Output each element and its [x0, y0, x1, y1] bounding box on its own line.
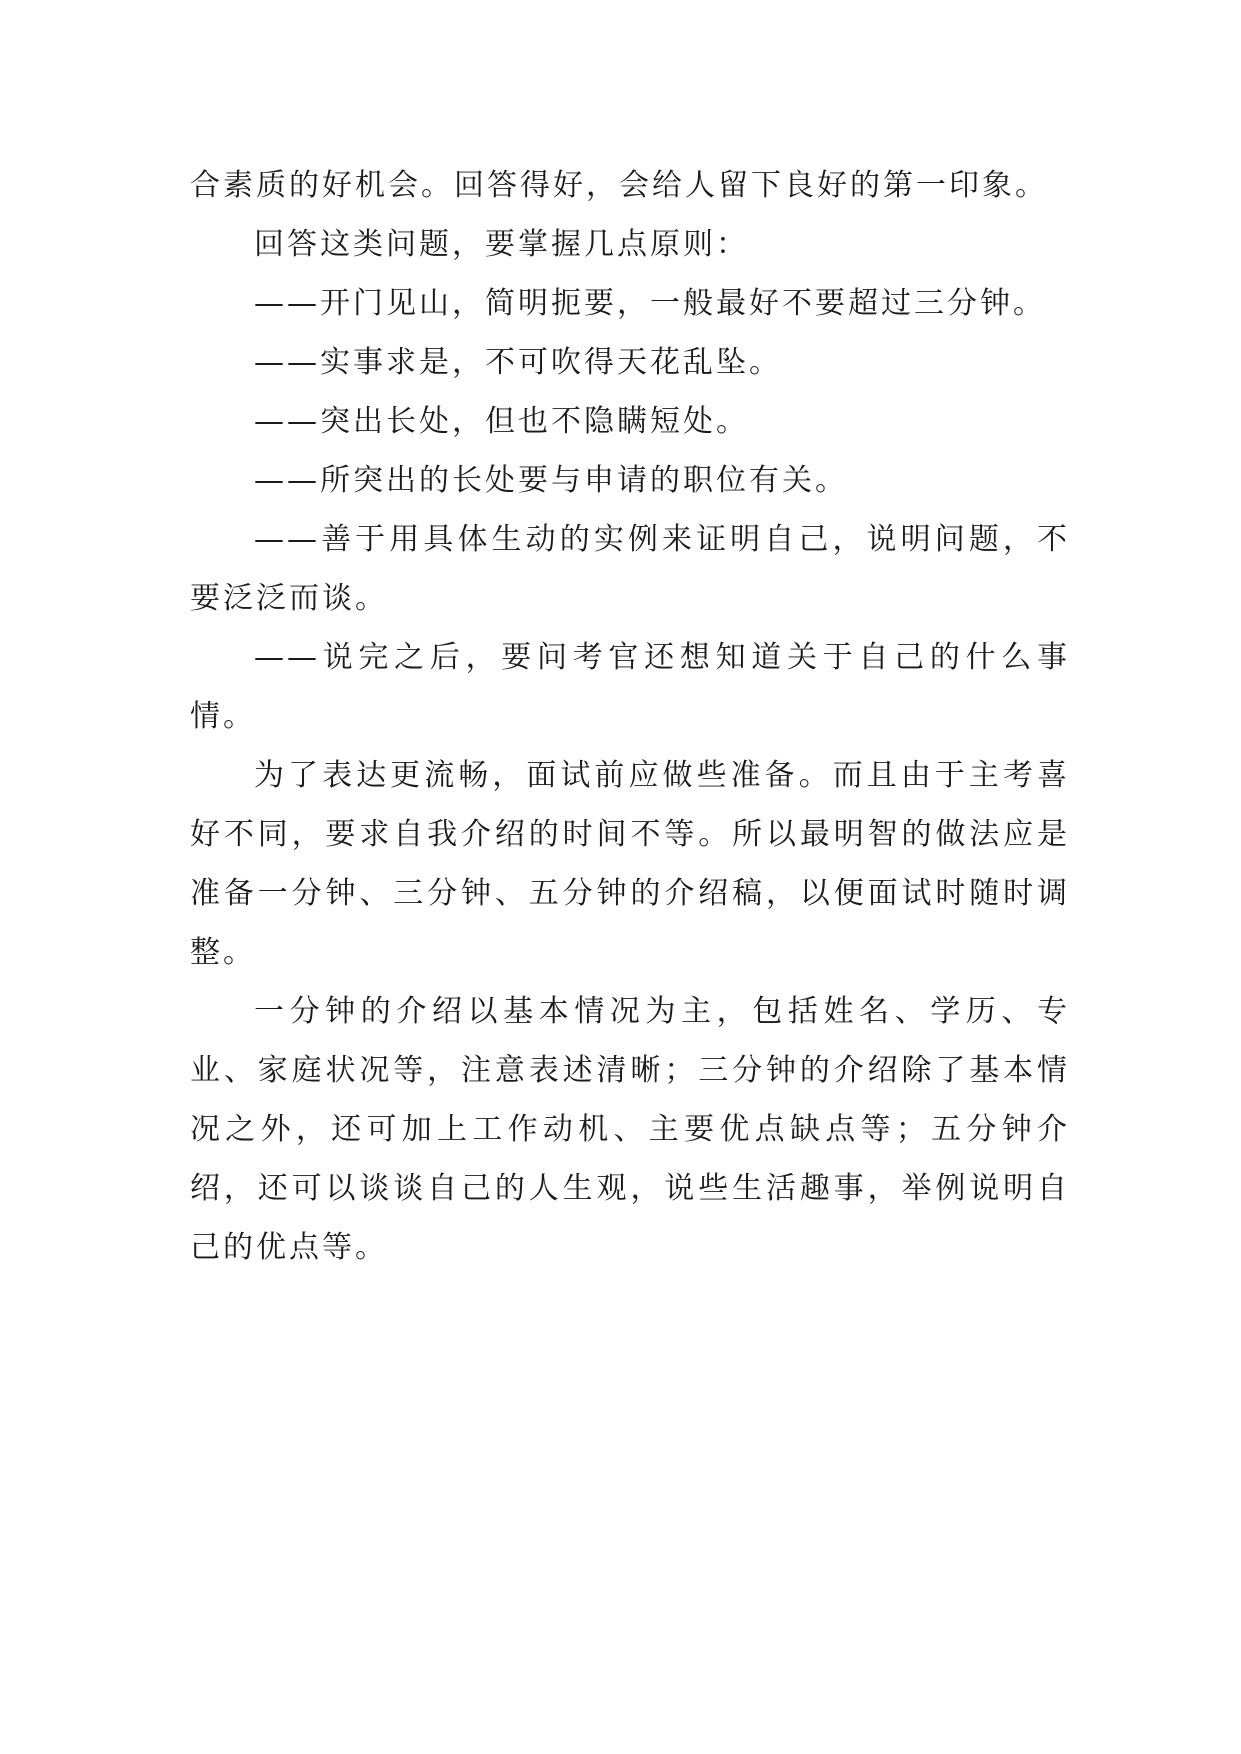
paragraph-preparation: 为了表达更流畅，面试前应做些准备。而且由于主考喜好不同，要求自我介绍的时间不等。所以最明智的做法应是准备一分钟、三分钟、五分钟的介绍稿，以便面试时随时调整。	[190, 758, 1070, 970]
paragraph-intro-lengths: 一分钟的介绍以基本情况为主，包括姓名、学历、专业、家庭状况等，注意表述清晰；三分钟的介绍除了基本情况之外，还可加上工作动机、主要优点缺点等；五分钟介绍，还可以谈谈自己的人生观，说些生活趣事，举例说明自己的优点等。	[190, 994, 1070, 1265]
principle-item: ——所突出的长处要与申请的职位有关。	[254, 463, 848, 498]
document-body	[190, 156, 1070, 1277]
principle-item: ——实事求是，不可吹得天花乱坠。	[254, 345, 782, 380]
paragraph-continuation: 合素质的好机会。回答得好，会给人留下良好的第一印象。	[190, 168, 1048, 203]
principle-item: ——突出长处，但也不隐瞒短处。	[254, 404, 749, 439]
paragraph-principles-intro: 回答这类问题，要掌握几点原则：	[254, 227, 749, 262]
principle-item: ——说完之后，要问考官还想知道关于自己的什么事情。	[190, 640, 1070, 734]
principle-item: ——善于用具体生动的实例来证明自己，说明问题，不要泛泛而谈。	[190, 522, 1070, 616]
principle-item: ——开门见山，简明扼要，一般最好不要超过三分钟。	[254, 286, 1046, 321]
